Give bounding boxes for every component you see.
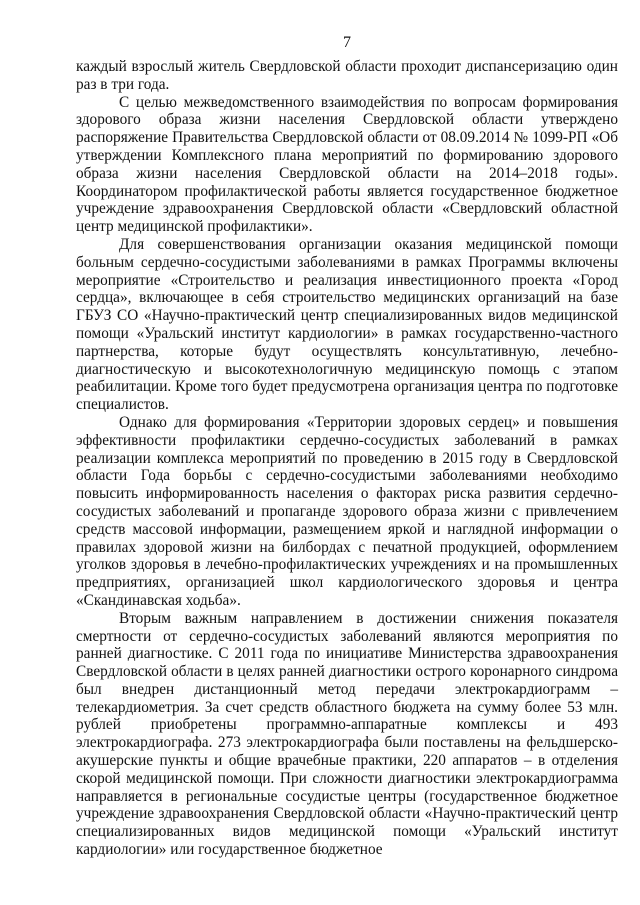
paragraph-city-of-heart-project: Для совершенствования организации оказания медицинской помощи больным сердечно-сосудистыми заболеваниями в рамках Программы включены мероприятие «Строительство и реализация инвестиционного проекта «Город сердца», включающее в себя строительство медицинских организаций на базе ГБУЗ СО «Научно-практический центр специализированных видов медицинской помощи «Уральский институт кардиологии» в рамках государственно-частного партнерства, которые будут осуществлять консультативную, лечебно-диагностическую и высокотехнологичную медицинскую помощь с этапом реабилитации. Кроме того будет предусмотрена организация центра по подготовке специалистов.	[76, 235, 618, 414]
paragraph-continuation: каждый взрослый житель Свердловской области проходит диспансеризацию один раз в три года.	[76, 58, 618, 93]
paragraph-early-diagnostics: Вторым важным направлением в достижении снижения показателя смертности от сердечно-сосудистых заболеваний являются мероприятия по ранней диагностике. С 2011 года по инициативе Министерства здравоохранения Свердловской области в целях ранней диагностики острого коронарного синдрома был внедрен дистанционный метод передачи электрокардиограмм – телекардиометрия. За счет средств областного бюджета на сумму более 53 млн. рублей приобретены программно-аппаратные комплексы и 493 электрокардиографа. 273 электрокардиографа были поставлены на фельдшерско-акушерские пункты и общие врачебные практики, 220 аппаратов – в отделения скорой медицинской помощи. При сложности диагностики электрокардиограмма направляется в региональные сосудистые центры (государственное бюджетное учреждение здравоохранения Свердловской области «Научно-практический центр специализированных видов медицинской помощи «Уральский институт кардиологии» или государственное бюджетное	[76, 609, 618, 859]
page-number: 7	[343, 34, 351, 51]
paragraph-interagency-cooperation: С целью межведомственного взаимодействия по вопросам формирования здорового образа жизни населения Свердловской области утверждено распоряжение Правительства Свердловской области от 08.09.2014 № 1099-РП «Об утверждении Комплексного плана мероприятий по формированию здорового образа жизни населения Свердловской области на 2014–2018 годы». Координатором профилактической работы является государственное бюджетное учреждение здравоохранения Свердловской области «Свердловский областной центр медицинской профилактики».	[76, 93, 618, 236]
paragraph-healthy-hearts-territory: Однако для формирования «Территории здоровых сердец» и повышения эффективности профилактики сердечно-сосудистых заболеваний в рамках реализации комплекса мероприятий по проведению в 2015 году в Свердловской области Года борьбы с сердечно-сосудистыми заболеваниями необходимо повысить информированность населения о факторах риска развития сердечно-сосудистых заболеваний и пропаганде здорового образа жизни с привлечением средств массовой информации, размещением яркой и наглядной информации о правилах здоровой жизни на билбордах с печатной продукцией, оформлением уголков здоровья в лечебно-профилактических учреждениях и на промышленных предприятиях, организацией школ кардиологического здоровья и центра «Скандинавская ходьба».	[76, 413, 618, 609]
